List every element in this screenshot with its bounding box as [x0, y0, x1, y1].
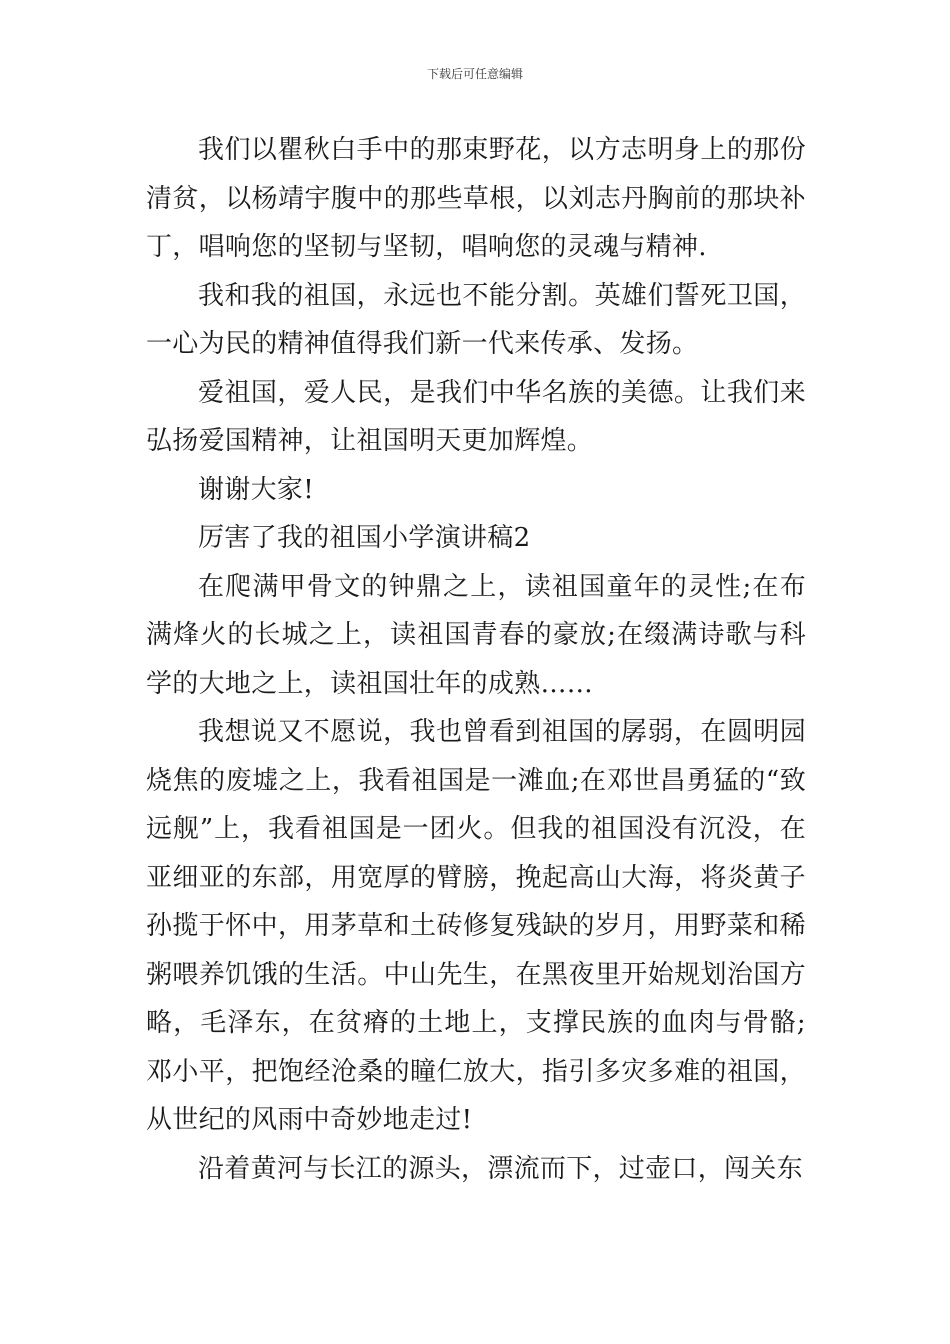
paragraph-3: 爱祖国，爱人民，是我们中华名族的美德。让我们来弘扬爱国精神，让祖国明天更加辉煌。: [146, 377, 806, 456]
paragraph-5: 在爬满甲骨文的钟鼎之上，读祖国童年的灵性;在布满烽火的长城之上，读祖国青春的豪放;在缀满诗歌与科学的大地之上，读祖国壮年的成熟……: [146, 571, 806, 699]
paragraph-2: 我和我的祖国，永远也不能分割。英雄们誓死卫国，一心为民的精神值得我们新一代来传承、发扬。: [146, 280, 806, 359]
page-header-note: 下载后可任意编辑: [426, 67, 523, 81]
document-body: [146, 126, 806, 1193]
paragraph-6: 我想说又不愿说，我也曾看到祖国的孱弱，在圆明园烧焦的废墟之上，我看祖国是一滩血;在邓世昌勇猛的“致远舰”上，我看祖国是一团火。但我的祖国没有沉没，在亚细亚的东部，用宽厚的臂膀，挽起高山大海，将炎黄子孙揽于怀中，用茅草和土砖修复残缺的岁月，用野菜和稀粥喂养饥饿的生活。中山先生，在黑夜里开始规划治国方略，毛泽东，在贫瘠的土地上，支撑民族的血肉与骨骼;邓小平，把饱经沧桑的瞳仁放大，指引多灾多难的祖国，从世纪的风雨中奇妙地走过!: [146, 717, 806, 1135]
section-title: 厉害了我的祖国小学演讲稿2: [198, 523, 531, 553]
paragraph-7: 沿着黄河与长江的源头，漂流而下，过壶口，闯关东: [198, 1153, 803, 1184]
closing-thanks: 谢谢大家!: [198, 474, 314, 505]
paragraph-1: 我们以瞿秋白手中的那束野花，以方志明身上的那份清贫，以杨靖宇腹中的那些草根，以刘志丹胸前的那块补丁，唱响您的坚韧与坚韧，唱响您的灵魂与精神.: [146, 135, 806, 262]
